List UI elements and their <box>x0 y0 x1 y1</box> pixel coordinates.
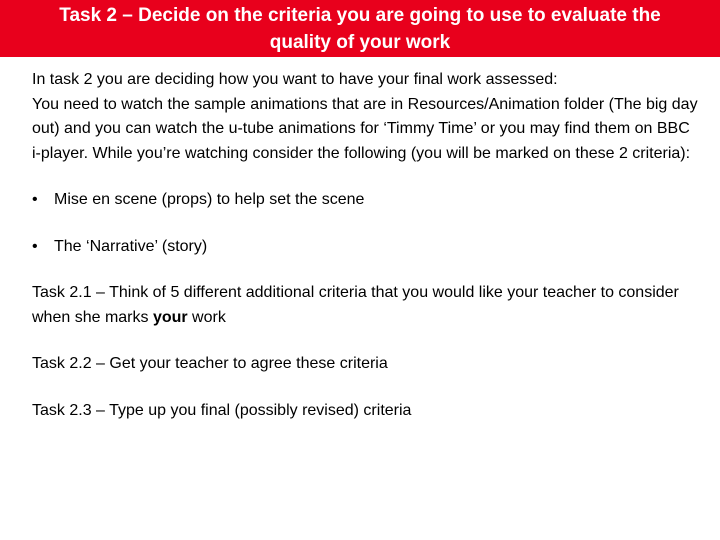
bullet-text: Mise en scene (props) to help set the scene <box>54 191 365 208</box>
task-2-2: Task 2.2 – Get your teacher to agree these criteria <box>32 355 388 372</box>
task-2-1-text-end: work <box>187 308 226 326</box>
bullet-item-narrative <box>32 235 702 260</box>
intro-first-line: In task 2 you are deciding how you want to have your final work assessed: <box>32 71 558 88</box>
slide-title-banner <box>0 0 720 57</box>
bullet-icon: • <box>32 237 38 255</box>
intro-section <box>32 68 702 166</box>
bullet-text: The ‘Narrative’ (story) <box>54 237 208 255</box>
task-2-3: Task 2.3 – Type up you final (possibly revised) criteria <box>32 401 412 419</box>
slide-title-line-1: Task 2 – Decide on the criteria you are going to use to evaluate the <box>59 5 661 26</box>
slide-title-line-2: quality of your work <box>269 32 451 53</box>
bullet-icon: • <box>32 191 38 208</box>
slide-body <box>32 68 702 423</box>
bullet-item-mise-en-scene <box>32 188 702 213</box>
task-2-1-emphasis: your <box>152 308 188 326</box>
task-2-1-text: Task 2.1 – Think of 5 different additional criteria that you would like your teacher to consider when she marks <box>32 284 679 326</box>
intro-paragraph: You need to watch the sample animations that are in Resources/Animation folder (The big day out) and you can watch the u-tube animations for ‘Timmy Time’ or you may find them on BBC i-player. While you’re watching consider the following (you will be marked on these 2 criteria): <box>32 95 698 162</box>
task-2-1 <box>32 281 702 330</box>
criteria-bullet-list <box>32 188 702 259</box>
